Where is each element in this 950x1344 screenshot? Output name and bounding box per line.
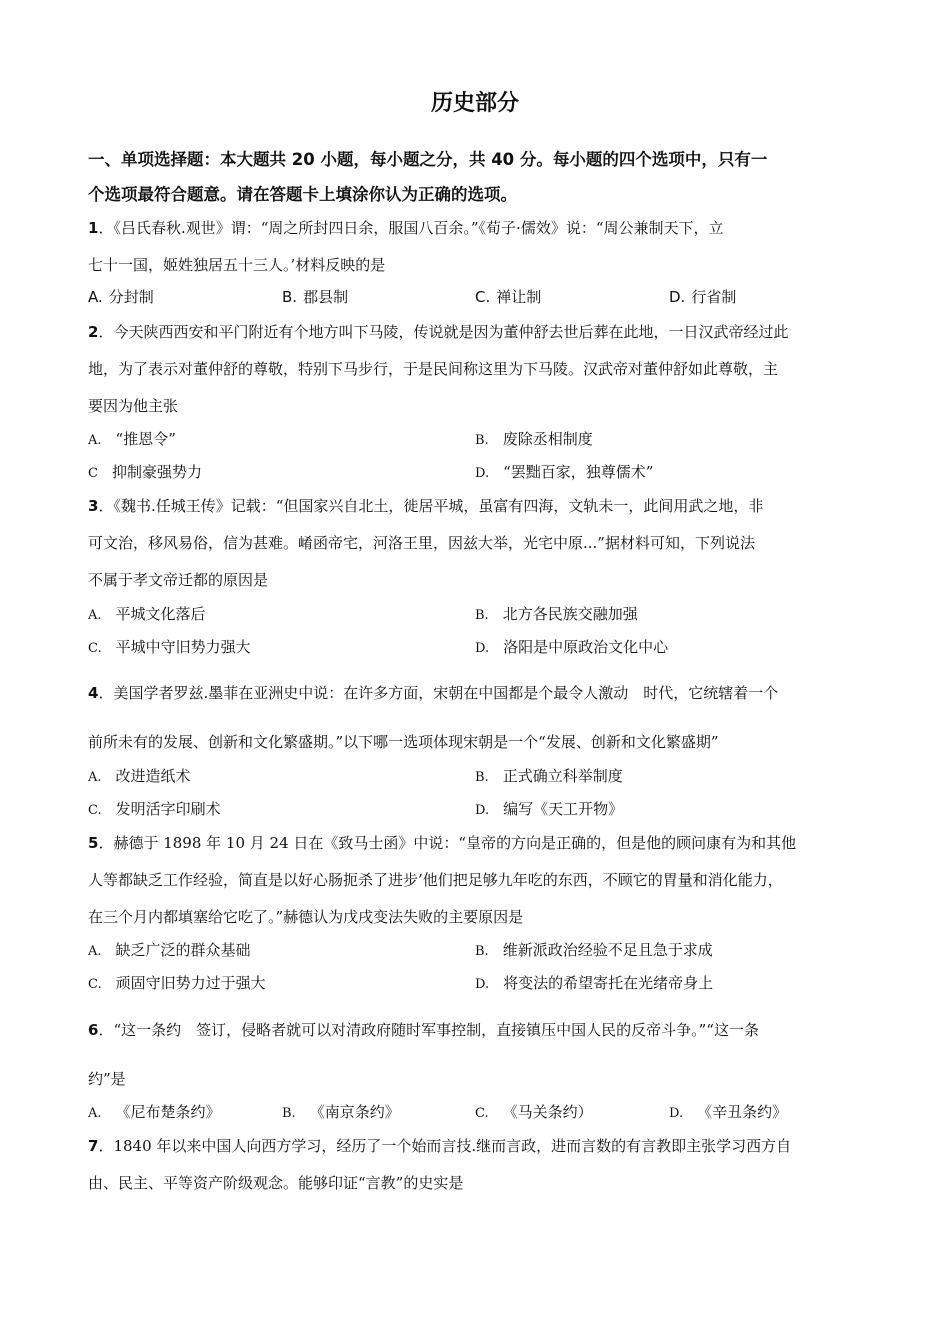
q3-option-b: B. 北方各民族交融加强 bbox=[475, 605, 638, 623]
q2-option-d: D. “罢黜百家，独尊儒术” bbox=[475, 463, 654, 481]
q4-option-c: C. 发明活字印刷术 bbox=[88, 800, 221, 818]
q3-option-d: D. 洛阳是中原政治文化中心 bbox=[475, 638, 669, 656]
q1-option-d: D. 行省制 bbox=[669, 288, 737, 306]
question-number: 7 bbox=[88, 1137, 99, 1155]
q6-option-d: D. 《辛丑条约》 bbox=[669, 1103, 788, 1121]
question-3-line-1: 3．《魏书.任城王传》记载：“但国家兴自北土，徙居平城，虽富有四海，文轨未一，此间用武之地，非 bbox=[88, 497, 764, 515]
q5-option-c: C. 顽固守旧势力过于强大 bbox=[88, 974, 266, 992]
q3-option-a: A. 平城文化落后 bbox=[88, 605, 206, 623]
question-5-line-1: 5．赫德于 1898 年 10 月 24 日在《致马士函》中说：“皇帝的方向是正确的，但是他的顾问康有为和其他 bbox=[88, 834, 797, 852]
question-1-line-1: 1．《吕氏春秋.观世》谓：“周之所封四日余，服国八百余。”《荀子·儒效》说：“周公兼制天下，立 bbox=[88, 219, 724, 237]
q4-option-a: A. 改进造纸术 bbox=[88, 767, 191, 785]
question-number: 1 bbox=[88, 219, 99, 237]
q1-option-c: C. 禅让制 bbox=[475, 288, 542, 306]
q5-option-d: D. 将变法的希望寄托在光绪帝身上 bbox=[475, 974, 714, 992]
q1-option-b: B. 郡县制 bbox=[282, 288, 349, 306]
question-3-line-3: 不属于孝文帝迁都的原因是 bbox=[88, 571, 269, 589]
question-7-line-1: 7．1840 年以来中国人向西方学习，经历了一个始而言技.继而言政，进而言数的有言教即主张学习西方自 bbox=[88, 1137, 792, 1155]
page-title: 历史部分 bbox=[430, 91, 519, 116]
question-4-line-1: 4．美国学者罗兹.墨菲在亚洲史中说：在许多方面，宋朝在中国都是个最令人激动 时代，它统辖着一个 bbox=[88, 684, 779, 702]
question-4-line-2: 前所未有的发展、创新和文化繁盛期。”以下哪一选项体现宋朝是一个“发展、创新和文化繁盛期” bbox=[88, 733, 719, 751]
q6-option-b: B. 《南京条约》 bbox=[282, 1103, 400, 1121]
q6-option-c: C. 《马关条约） bbox=[475, 1103, 593, 1121]
q3-option-c: C. 平城中守旧势力强大 bbox=[88, 638, 251, 656]
question-number: 3 bbox=[88, 497, 99, 515]
question-6-line-1: 6．“这一条约 签订，侵略者就可以对清政府随时军事控制，直接镇压中国人民的反帝斗争。”“这一条 bbox=[88, 1021, 759, 1039]
question-5-line-3: 在三个月内都填塞给它吃了。”赫德认为戊戌变法失败的主要原因是 bbox=[88, 908, 524, 926]
question-number: 4 bbox=[88, 684, 99, 702]
q4-option-b: B. 正式确立科举制度 bbox=[475, 767, 623, 785]
q1-option-a: A. 分封制 bbox=[88, 288, 154, 306]
q6-option-a: A. 《尼布楚条约》 bbox=[88, 1103, 221, 1121]
q2-option-a: A. “推恩令” bbox=[88, 430, 176, 448]
question-5-line-2: 人等都缺乏工作经验，简直是以好心肠扼杀了进步’他们把足够九年吃的东西，不顾它的胃量和消化能力， bbox=[88, 871, 783, 889]
question-number: 2 bbox=[88, 323, 99, 341]
question-number: 5 bbox=[88, 834, 99, 852]
q4-option-d: D. 编写《天工开物》 bbox=[475, 800, 624, 818]
question-6-line-2: 约”是 bbox=[88, 1070, 126, 1088]
section-heading-line-2: 个选项最符合题意。请在答题卡上填涂你认为正确的选项。 bbox=[88, 185, 517, 204]
question-2-line-2: 地，为了表示对董仲舒的尊敬，特别下马步行，于是民间称这里为下马陵。汉武帝对董仲舒如此尊敬，主 bbox=[88, 360, 779, 378]
q5-option-a: A. 缺乏广泛的群众基础 bbox=[88, 941, 251, 959]
question-3-line-2: 可文治，移风易俗，信为甚难。崤函帝宅，河洛王里，因兹大举，光宅中原...”据材料可知，下列说法 bbox=[88, 534, 755, 552]
question-number: 6 bbox=[88, 1021, 99, 1039]
question-2-line-1: 2．今天陕西西安和平门附近有个地方叫下马陵，传说就是因为董仲舒去世后葬在此地，一日汉武帝经过此 bbox=[88, 323, 789, 341]
question-2-line-3: 要因为他主张 bbox=[88, 397, 179, 415]
q2-option-b: B. 废除丞相制度 bbox=[475, 430, 593, 448]
q5-option-b: B. 维新派政治经验不足且急于求成 bbox=[475, 941, 713, 959]
question-7-line-2: 由、民主、平等资产阶级观念。能够印证“言教”的史实是 bbox=[88, 1174, 464, 1192]
question-1-line-2: 七十一国，姬姓独居五十三人。’材料反映的是 bbox=[88, 256, 386, 274]
section-heading-line-1: 一、单项选择题：本大题共 20 小题，每小题之分，共 40 分。每小题的四个选项中，只有一 bbox=[88, 150, 768, 169]
q2-option-c: C 抑制豪强势力 bbox=[88, 463, 202, 481]
